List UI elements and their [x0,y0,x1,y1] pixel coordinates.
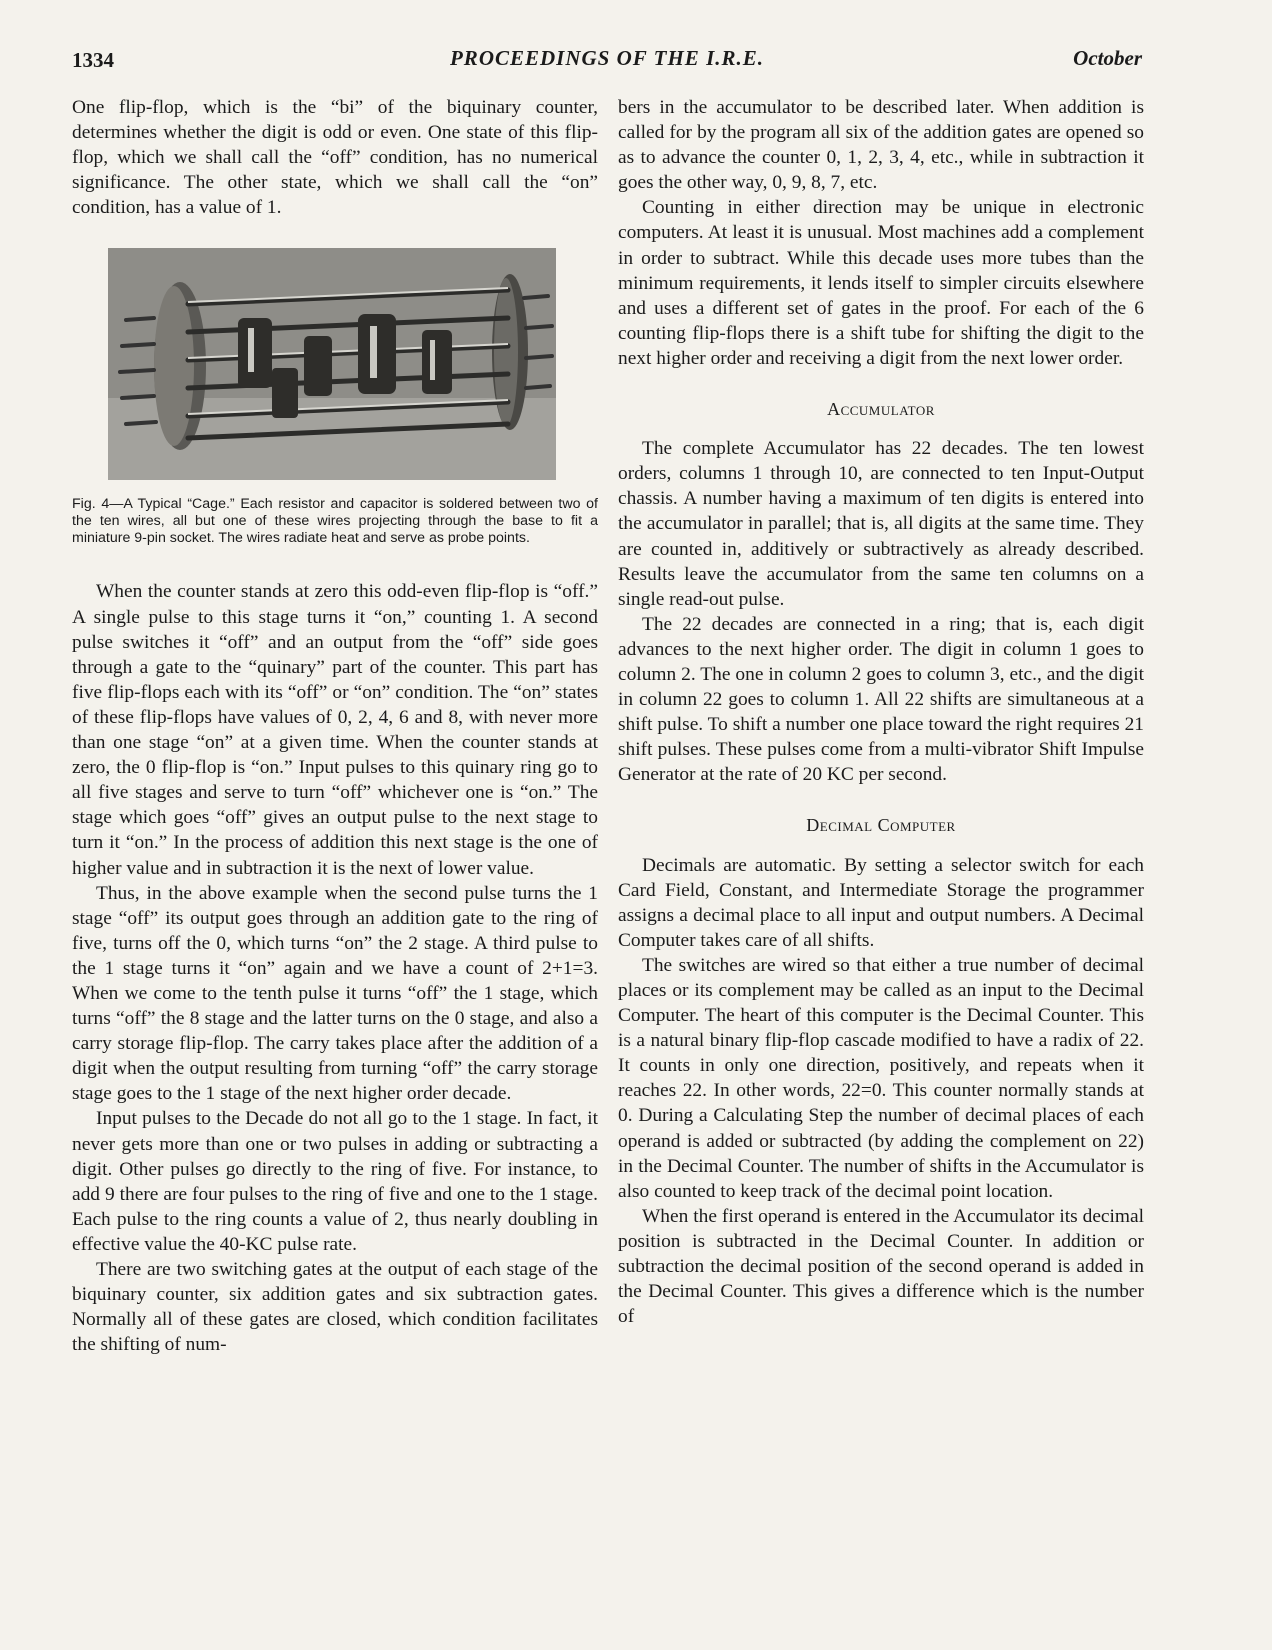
section-heading-decimal-computer: Decimal Computer [806,815,956,836]
paragraph: Thus, in the above example when the second pulse turns the 1 stage “off” its output goes through an addition gate to the ring of five, turns off the 0, which turns “on” the 2 stage. A third pulse to the 1 stage turns it “on” again and we have a count of 2+1=3. When we come to the tenth pulse it turns “off” the 1 stage, which turns “off” the 8 stage and the latter turns on the 0 stage, and also a carry storage flip-flop. The carry takes place after the addition of a digit when the output resulting from turning “off” the carry storage stage goes to the 1 stage of the next higher order decade. [72,882,598,1105]
paragraph: The switches are wired so that either a true number of decimal places or its complement may be called as an input to the Decimal Computer. The heart of this computer is the Decimal Counter. This is a natural binary flip-flop cascade modified to have a radix of 22. It counts in only one direction, positively, and repeats when it reaches 22. In other words, 22=0. This counter normally stands at 0. During a Calculating Step the number of decimal places of each operand is added or subtracted (by adding the complement on 22) in the Decimal Counter. The number of shifts in the Accumulator is also counted to keep track of the decimal point location. [618,954,1144,1202]
caption-text: Each resistor and capacitor is soldered between two of the ten wires, all but one of these wires projecting through the base to fit a miniature 9-pin socket. The wires radiate heat and serve as probe points. [72,496,598,547]
cage-illustration [108,248,556,480]
paragraph: Counting in either direction may be unique in electronic computers. At least it is unusual. Most machines add a complement in order to subtract. While this decade uses more tubes than the minimum requirements, it lends itself to simpler circuits elsewhere and uses a different set of gates in the proof. For each of the 6 counting flip-flops there is a shift tube for shifting the digit to the next higher order and receiving a digit from the next lower order. [618,197,1144,369]
paragraph: There are two switching gates at the output of each stage of the biquinary counter, six addition gates and six subtraction gates. Normally all of these gates are closed, which condition facilitates the shifting of num- [72,1259,598,1356]
paragraph: Decimals are automatic. By setting a selector switch for each Card Field, Constant, and Intermediate Storage the programmer assigns a decimal place to all input and output numbers. A Decimal Computer takes care of all shifts. [618,854,1144,951]
cage-photo [108,248,556,480]
paragraph: bers in the accumulator to be described later. When addition is called for by the program all six of the addition gates are opened so as to advance the counter 0, 1, 2, 3, 4, etc., while in subtraction it goes the other way, 0, 9, 8, 7, etc. [618,97,1144,194]
caption-label: Fig. 4—A Typical “Cage.” [72,496,235,513]
figure-caption [72,496,598,547]
section-heading-accumulator: Accumulator [827,399,935,420]
paragraph: The 22 decades are connected in a ring; that is, each digit advances to the next higher order. The digit in column 1 goes to column 2. The one in column 2 goes to column 3, etc., and the digit in column 22 goes to column 1. All 22 shifts are simultaneous at a shift pulse. To shift a number one place toward the right requires 21 shift pulses. These pulses come from a multi-vibrator Shift Impulse Generator at the rate of 20 KC per second. [618,613,1144,786]
paragraph: When the first operand is entered in the Accumulator its decimal position is subtracted in the Decimal Counter. In addition or subtraction the decimal position of the second operand is added in the Decimal Counter. This gives a difference which is the number of [618,1205,1144,1328]
journal-title: PROCEEDINGS OF THE I.R.E. [449,46,765,70]
paragraph: Input pulses to the Decade do not all go to the 1 stage. In fact, it never gets more than one or two pulses in adding or subtracting a digit. Other pulses go directly to the ring of five. For instance, to add 9 there are four pulses to the ring of five and one to the 1 stage. Each pulse to the ring counts a value of 2, thus nearly doubling in effective value the 40-KC pulse rate. [72,1108,598,1255]
paragraph: When the counter stands at zero this odd-even flip-flop is “off.” A single pulse to this stage turns it “on,” counting 1. A second pulse switches it “off” and an output from the “off” side goes through a gate to the “quinary” part of the counter. This part has five flip-flops each with its “off” or “on” condition. The “on” states of these flip-flops have values of 0, 2, 4, 6 and 8, with never more than one stage “on” at a given time. When the counter stands at zero, the 0 flip-flop is “on.” Input pulses to this quinary ring go to all five stages and serve to turn “off” whichever one is “on.” The stage which goes “off” gives an output pulse to the next stage to turn it “on.” In the process of addition this next stage is the one of higher value and in subtraction it is the next of lower value. [72,581,598,879]
issue-month: October [1073,46,1142,70]
page-number: 1334 [72,48,114,72]
paragraph: One flip-flop, which is the “bi” of the biquinary counter, determines whether the digit is odd or even. One state of this flip-flop, which we shall call the “off” condition, has no numerical significance. The other state, which we shall call the “on” condition, has a value of 1. [72,97,598,219]
paragraph: The complete Accumulator has 22 decades. The ten lowest orders, columns 1 through 10, are connected to ten Input-Output chassis. A number having a maximum of ten digits is entered into the accumulator in parallel; that is, all digits at the same time. They are counted in, additively or subtractively as already described. Results leave the accumulator from the same ten columns on a single read-out pulse. [618,438,1144,610]
right-column [618,95,1144,1329]
left-column [72,95,598,1357]
page-header [72,44,1142,78]
